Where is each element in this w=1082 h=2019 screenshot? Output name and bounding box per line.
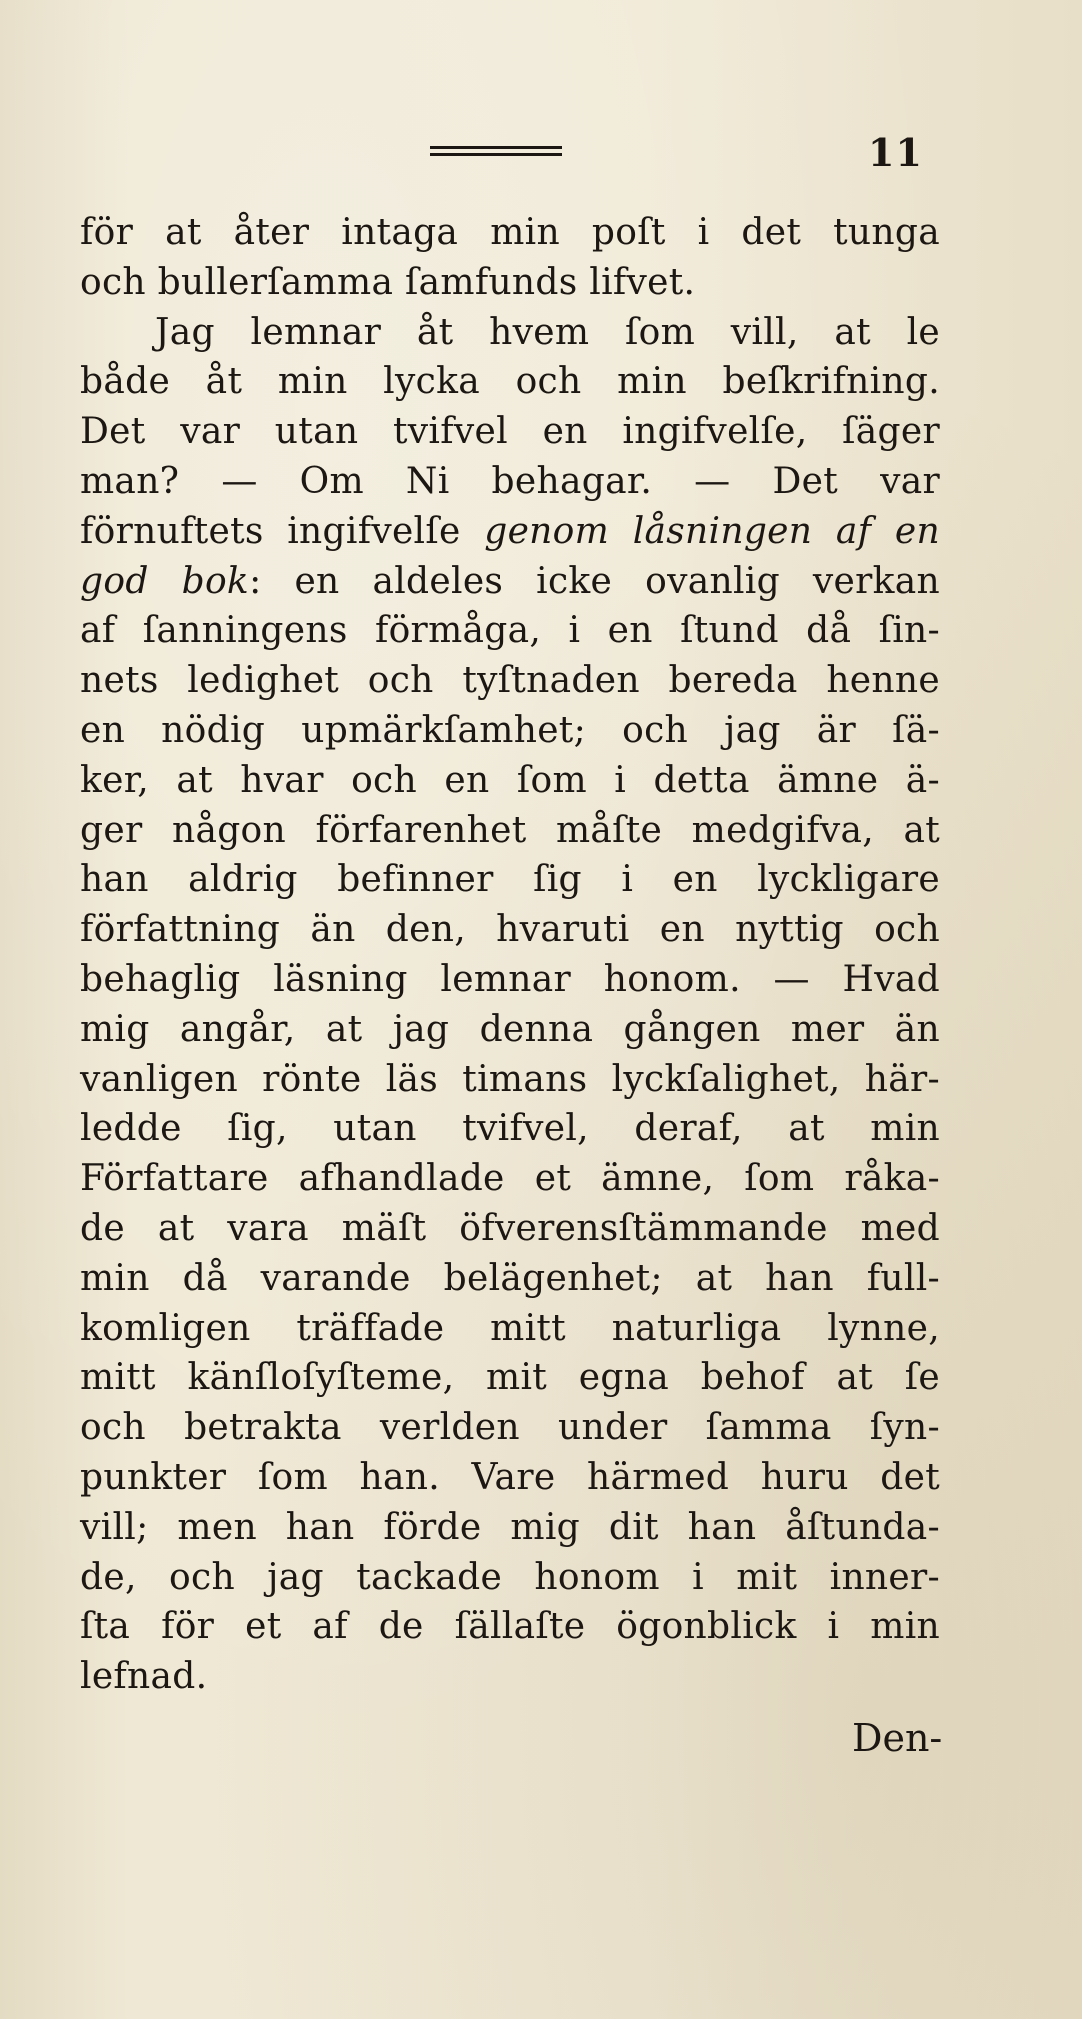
line-text: en nödig upmärkſamhet; och jag är ſä-: [80, 709, 940, 751]
line-text: punkter ſom han. Vare härmed huru det: [80, 1456, 940, 1498]
text-line: [80, 606, 940, 656]
text-line: [80, 1055, 940, 1105]
text-line: [80, 1353, 940, 1403]
text-line: [80, 1503, 940, 1553]
line-text: ger någon förfarenhet måſte medgifva, at: [80, 809, 940, 851]
line-text: mitt känſloſyſteme, mit egna behof at ſe: [80, 1357, 940, 1399]
line-text: och bullerſamma ſamfunds lifvet.: [80, 261, 696, 303]
page-number: 11: [868, 130, 923, 175]
text-line: [80, 855, 940, 905]
line-text: Författare afhandlade et ämne, ſom råka-: [80, 1158, 940, 1200]
text-line: [80, 1154, 940, 1204]
line-text: ſta för et af de ſällaſte ögonblick i min: [80, 1606, 940, 1648]
line-text: både åt min lycka och min beſkrifning.: [80, 361, 940, 403]
italic-text: god bok: [80, 560, 250, 602]
line-text: behaglig läsning lemnar honom. — Hvad: [80, 958, 940, 1000]
text-line: [80, 357, 940, 407]
line-text: Det var utan tvifvel en ingifvelſe, ſäger: [80, 411, 940, 453]
line-text: ker, at hvar och en ſom i detta ämne ä-: [80, 759, 940, 801]
text-line: [80, 1005, 940, 1055]
line-text: man? — Om Ni behagar. — Det var: [80, 460, 940, 502]
line-text: förnuftets ingifvelſe: [80, 510, 485, 552]
text-line: [80, 557, 940, 607]
text-line: [80, 1403, 940, 1453]
line-text: ledde ſig, utan tvifvel, deraf, at min: [80, 1108, 940, 1150]
text-line: [80, 955, 940, 1005]
line-text: lefnad.: [80, 1656, 208, 1698]
line-text: för at åter intaga min poſt i det tunga: [80, 212, 940, 253]
line-text: de at vara mäſt öfverensſtämmande med: [80, 1207, 940, 1249]
text-line: [80, 1652, 940, 1702]
line-text: och betrakta verlden under ſamma ſyn-: [80, 1407, 940, 1449]
line-text: min då varande belägenhet; at han full-: [80, 1257, 940, 1299]
text-line: [80, 258, 940, 308]
text-line: [80, 208, 940, 258]
text-line: [80, 1104, 940, 1154]
text-line: [80, 1602, 940, 1652]
text-line: [80, 1304, 940, 1354]
body-text: [80, 208, 940, 1702]
line-text: vill; men han förde mig dit han åſtunda-: [80, 1506, 940, 1548]
catchword: Den-: [852, 1716, 943, 1760]
line-text: af ſanningens förmåga, i en ſtund då ſin-: [80, 610, 940, 652]
line-text: Jag lemnar åt hvem ſom vill, at le: [155, 311, 940, 353]
line-text: han aldrig befinner ſig i en lyckligare: [80, 859, 940, 901]
line-text: författning än den, hvaruti en nyttig och: [80, 909, 940, 951]
italic-text: genom låsningen af en: [484, 510, 940, 552]
line-text: nets ledighet och tyſtnaden bereda henne: [80, 660, 940, 702]
text-line: [80, 507, 940, 557]
text-line: [80, 706, 940, 756]
line-text: : en aldeles icke ovanlig verkan: [249, 560, 941, 602]
text-line: [80, 308, 940, 358]
text-line: [80, 1254, 940, 1304]
line-text: vanligen rönte läs timans lyckſalighet, här-: [80, 1058, 940, 1100]
text-line: [80, 1453, 940, 1503]
line-text: mig angår, at jag denna gången mer än: [80, 1008, 940, 1050]
text-line: [80, 457, 940, 507]
line-text: komligen träffade mitt naturliga lynne,: [80, 1307, 940, 1349]
text-line: [80, 806, 940, 856]
text-line: [80, 407, 940, 457]
text-line: [80, 656, 940, 706]
line-text: de, och jag tackade honom i mit inner-: [80, 1556, 940, 1598]
text-line: [80, 1553, 940, 1603]
text-line: [80, 756, 940, 806]
header-rule: [430, 146, 562, 160]
text-line: [80, 905, 940, 955]
text-line: [80, 1204, 940, 1254]
